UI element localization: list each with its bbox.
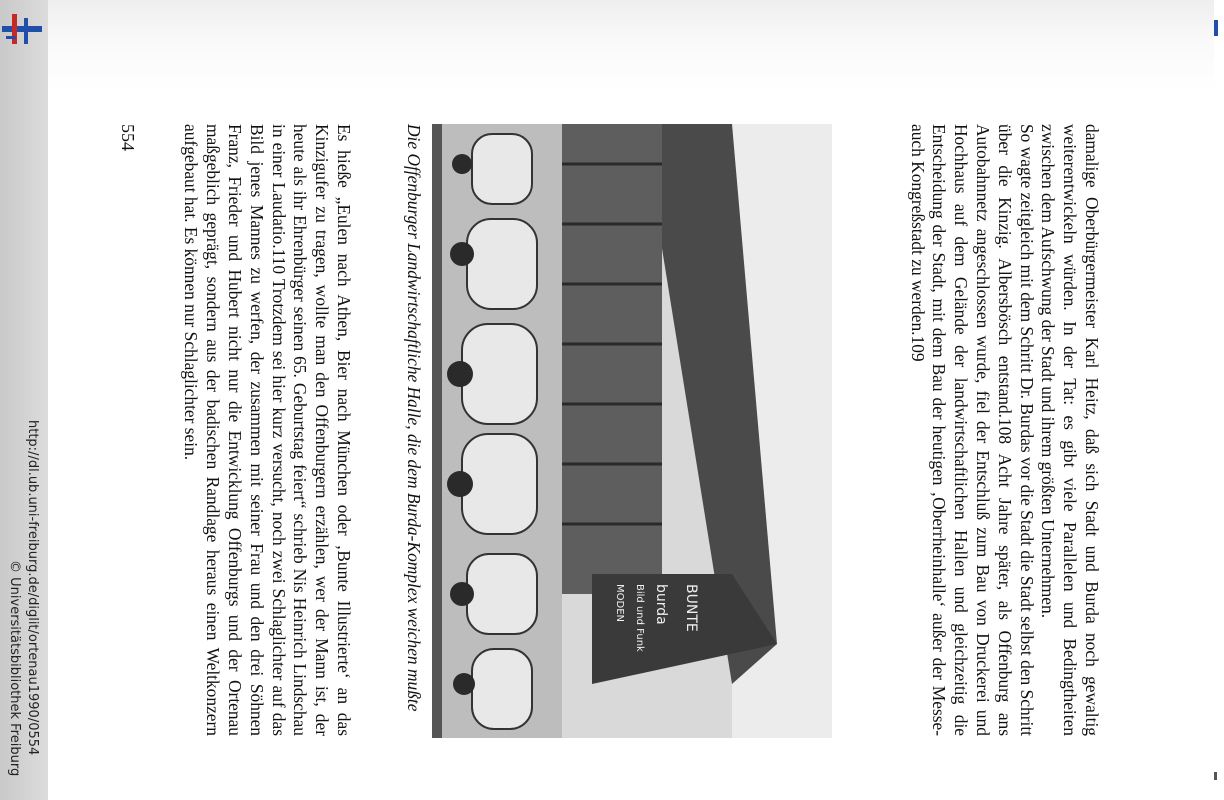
text-column-bottom xyxy=(180,124,354,736)
source-url[interactable]: http://dl.ub.uni-freiburg.de/diglit/ortenau1990/0554 xyxy=(25,420,40,756)
page-number: 554 xyxy=(118,124,138,151)
library-logo-icon xyxy=(2,10,42,50)
sign-text-3: Bild und Funk xyxy=(634,584,645,652)
right-edge-marker xyxy=(1214,20,1218,36)
paragraph-1: damalige Oberbürgermeister Karl Heitz, daß sich Stadt und Burda noch gewaltig weiterentwickeln würden. In der Tat: es gibt viele Parallelen und Bedingtheiten zwischen dem Aufschwung der Stadt und ihrem größten Unternehmen. xyxy=(1038,124,1102,736)
paragraph-2: So wagte zeitgleich mit dem Schritt Dr. Burdas vor die Stadt die Stadt selbst den Schritt über die Kinzig. Albersbösch entstand.108 Acht Jahre später, als Offenburg ans Autobahnnetz angeschlossen wurde, fiel der Entschluß zum Bau von Druckerei und Hochhaus auf dem Gelände der landwirtschaftlichen Hallen und gleichzeitig die Entscheidung der Stadt, mit dem Bau der heutigen ‚Oberrheinhalle‘ außer der Messe- auch Kongreßstadt zu werden.109 xyxy=(907,124,1037,736)
hall-photo xyxy=(432,124,832,738)
text-column-top xyxy=(906,124,1102,736)
sign-text-1: BUNTE xyxy=(683,584,699,632)
right-edge-dash xyxy=(1214,772,1217,780)
photo-caption: Die Offenburger Landwirtschaftliche Halle, die dem Burda-Komplex weichen mußte xyxy=(404,124,424,712)
sign-text-4: MODEN xyxy=(614,584,625,622)
copyright-notice: © Universitätsbibliothek Freiburg xyxy=(7,560,22,777)
sign-text-2: burda xyxy=(653,584,669,625)
paragraph-3: Es hieße „Eulen nach Athen, Bier nach München oder ‚Bunte Illustrierte‘ an das Kinzigufer zu tragen, wollte man den Offenburgern erzählen, wer der Mann ist, der heute als ihr Ehrenbürger seinen 65. Geburtstag feiert“ schrieb Nis Heinrich Lindschau in einer Laudatio.110 Trotzdem sei hier kurz versucht, noch zwei Schlaglichter auf das Bild jenes Mannes zu werfen, der zusammen mit seiner Frau und den drei Söhnen Franz, Frieder und Hubert nicht nur die Entwicklung Offenburgs und der Ortenau maßgeblich geprägt, sondern aus der badischen Randlage heraus einen Weltkonzern aufgebaut hat. Es können nur Schlaglichter sein. xyxy=(181,124,354,736)
